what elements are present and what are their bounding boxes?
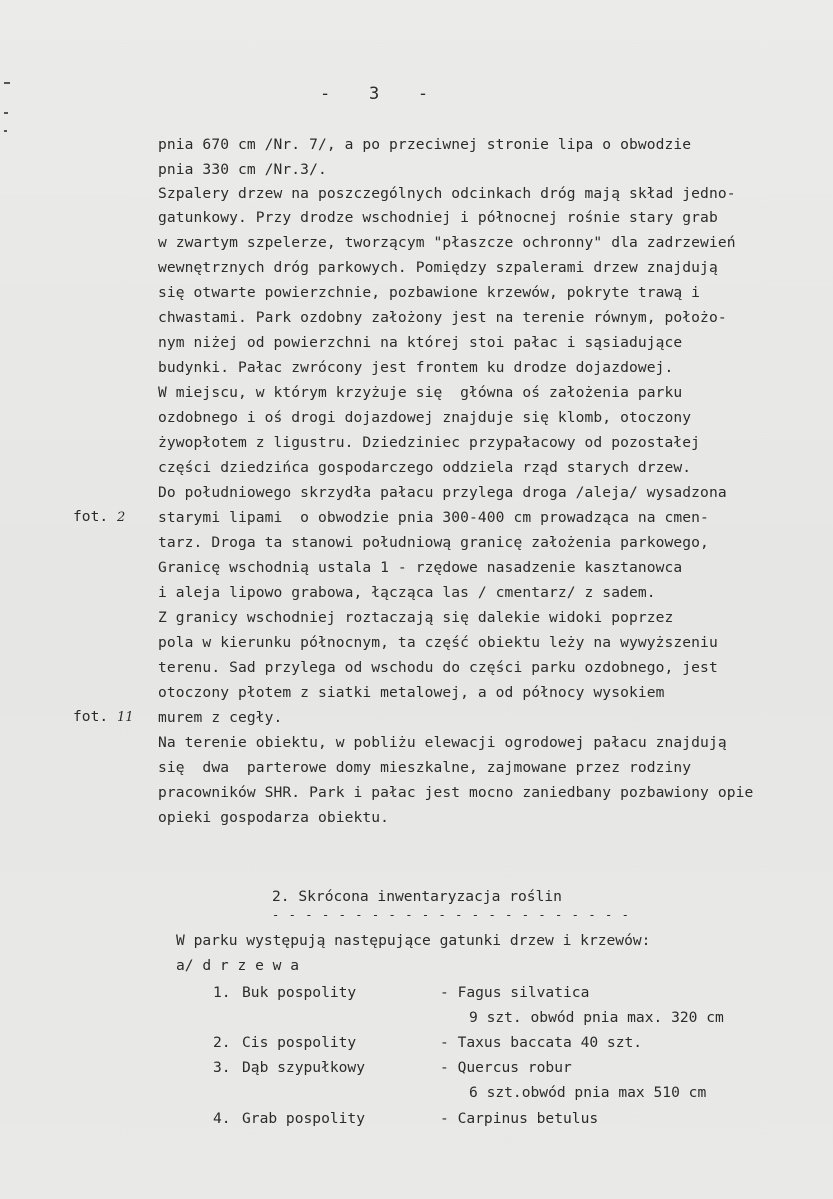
text-line: pnia 330 cm /Nr.3/. xyxy=(158,161,327,178)
tree-latin-name: - Quercus robur xyxy=(440,1059,572,1076)
tree-detail: 9 szt. obwód pnia max. 320 cm xyxy=(469,1009,724,1026)
text-line: murem z cegły. xyxy=(158,709,283,726)
text-line: wewnętrznych dróg parkowych. Pomiędzy szpalerami drzew znajdują xyxy=(158,259,718,276)
tree-common-name: Dąb szypułkowy xyxy=(242,1059,366,1076)
tree-number: 1. xyxy=(213,984,231,1001)
text-line: ozdobnego i oś drogi dojazdowej znajduje się klomb, otoczony xyxy=(158,409,692,426)
subheading-trees: a/ d r z e w a xyxy=(176,957,300,974)
tree-common-name: Buk pospolity xyxy=(242,984,357,1001)
text-line: i aleja lipowo grabowa, łącząca las / cmentarz/ z sadem. xyxy=(158,584,656,601)
text-line: się dwa parterowe domy mieszkalne, zajmowane przez rodziny xyxy=(158,759,692,776)
text-line: chwastami. Park ozdobny założony jest na terenie równym, położo- xyxy=(158,309,727,326)
tree-common-name: Grab pospolity xyxy=(242,1110,366,1127)
text-line: pracowników SHR. Park i pałac jest mocno zaniedbany pozbawiony opie xyxy=(158,784,754,801)
photo-reference xyxy=(73,708,134,725)
page-number: - 3 - xyxy=(320,84,431,104)
text-line: Z granicy wschodniej roztaczają się dalekie widoki poprzez xyxy=(158,609,674,626)
text-line: gatunkowy. Przy drodze wschodniej i północnej rośnie stary grab xyxy=(158,209,718,226)
tree-number: 4. xyxy=(213,1110,231,1127)
tree-detail: 6 szt.obwód pnia max 510 cm xyxy=(469,1084,707,1101)
heading-underline: - - - - - - - - - - - - - - - - - - - - - - xyxy=(272,908,630,922)
text-line: części dziedzińca gospodarczego oddziela rząd starych drzew. xyxy=(158,459,692,476)
text-line: się otwarte powierzchnie, pozbawione krzewów, pokryte trawą i xyxy=(158,284,701,301)
margin-mark xyxy=(4,82,10,84)
tree-latin-name: - Fagus silvatica xyxy=(440,984,590,1001)
text-line: Granicę wschodnią ustala 1 - rzędowe nasadzenie kasztanowca xyxy=(158,559,683,576)
margin-mark xyxy=(4,112,8,114)
margin-mark xyxy=(4,130,7,132)
photo-number: 2 xyxy=(116,510,126,525)
text-line: w zwartym szpelerze, tworzącym "płaszcze ochronny" dla zadrzewień xyxy=(158,234,736,251)
text-line: Szpalery drzew na poszczególnych odcinkach dróg mają skład jedno- xyxy=(158,185,736,202)
text-line: budynki. Pałac zwrócony jest frontem ku drodze dojazdowej. xyxy=(158,359,674,376)
tree-latin-name: - Carpinus betulus xyxy=(440,1110,599,1127)
section-heading: 2. Skrócona inwentaryzacja roślin xyxy=(272,888,562,905)
photo-reference xyxy=(73,508,125,525)
text-line: Na terenie obiektu, w pobliżu elewacji ogrodowej pałacu znajdują xyxy=(158,734,727,751)
text-line: nym niżej od powierzchni na której stoi pałac i sąsiadujące xyxy=(158,334,683,351)
text-line: starymi lipami o obwodzie pnia 300-400 cm prowadząca na cmen- xyxy=(158,509,709,526)
text-line: pola w kierunku północnym, ta część obiektu leży na wywyższeniu xyxy=(158,634,718,651)
text-line: W miejscu, w którym krzyżuje się główna oś założenia parku xyxy=(158,384,683,401)
text-line: opieki gospodarza obiektu. xyxy=(158,809,390,826)
photo-label: fot. xyxy=(73,708,109,725)
text-line: terenu. Sad przylega od wschodu do części parku ozdobnego, jest xyxy=(158,659,718,676)
intro-text: W parku występują następujące gatunki drzew i krzewów: xyxy=(176,932,651,949)
tree-number: 2. xyxy=(213,1034,231,1051)
text-line: żywopłotem z ligustru. Dziedziniec przypałacowy od pozostałej xyxy=(158,434,701,451)
tree-common-name: Cis pospolity xyxy=(242,1034,357,1051)
tree-latin-name: - Taxus baccata 40 szt. xyxy=(440,1034,643,1051)
photo-number: 11 xyxy=(116,710,134,725)
text-line: otoczony płotem z siatki metalowej, a od północy wysokiem xyxy=(158,684,665,701)
text-line: Do południowego skrzydła pałacu przylega droga /aleja/ wysadzona xyxy=(158,484,727,501)
text-line: pnia 670 cm /Nr. 7/, a po przeciwnej stronie lipa o obwodzie xyxy=(158,136,692,153)
tree-number: 3. xyxy=(213,1059,231,1076)
text-line: tarz. Droga ta stanowi południową granicę założenia parkowego, xyxy=(158,534,709,551)
photo-label: fot. xyxy=(73,508,109,525)
